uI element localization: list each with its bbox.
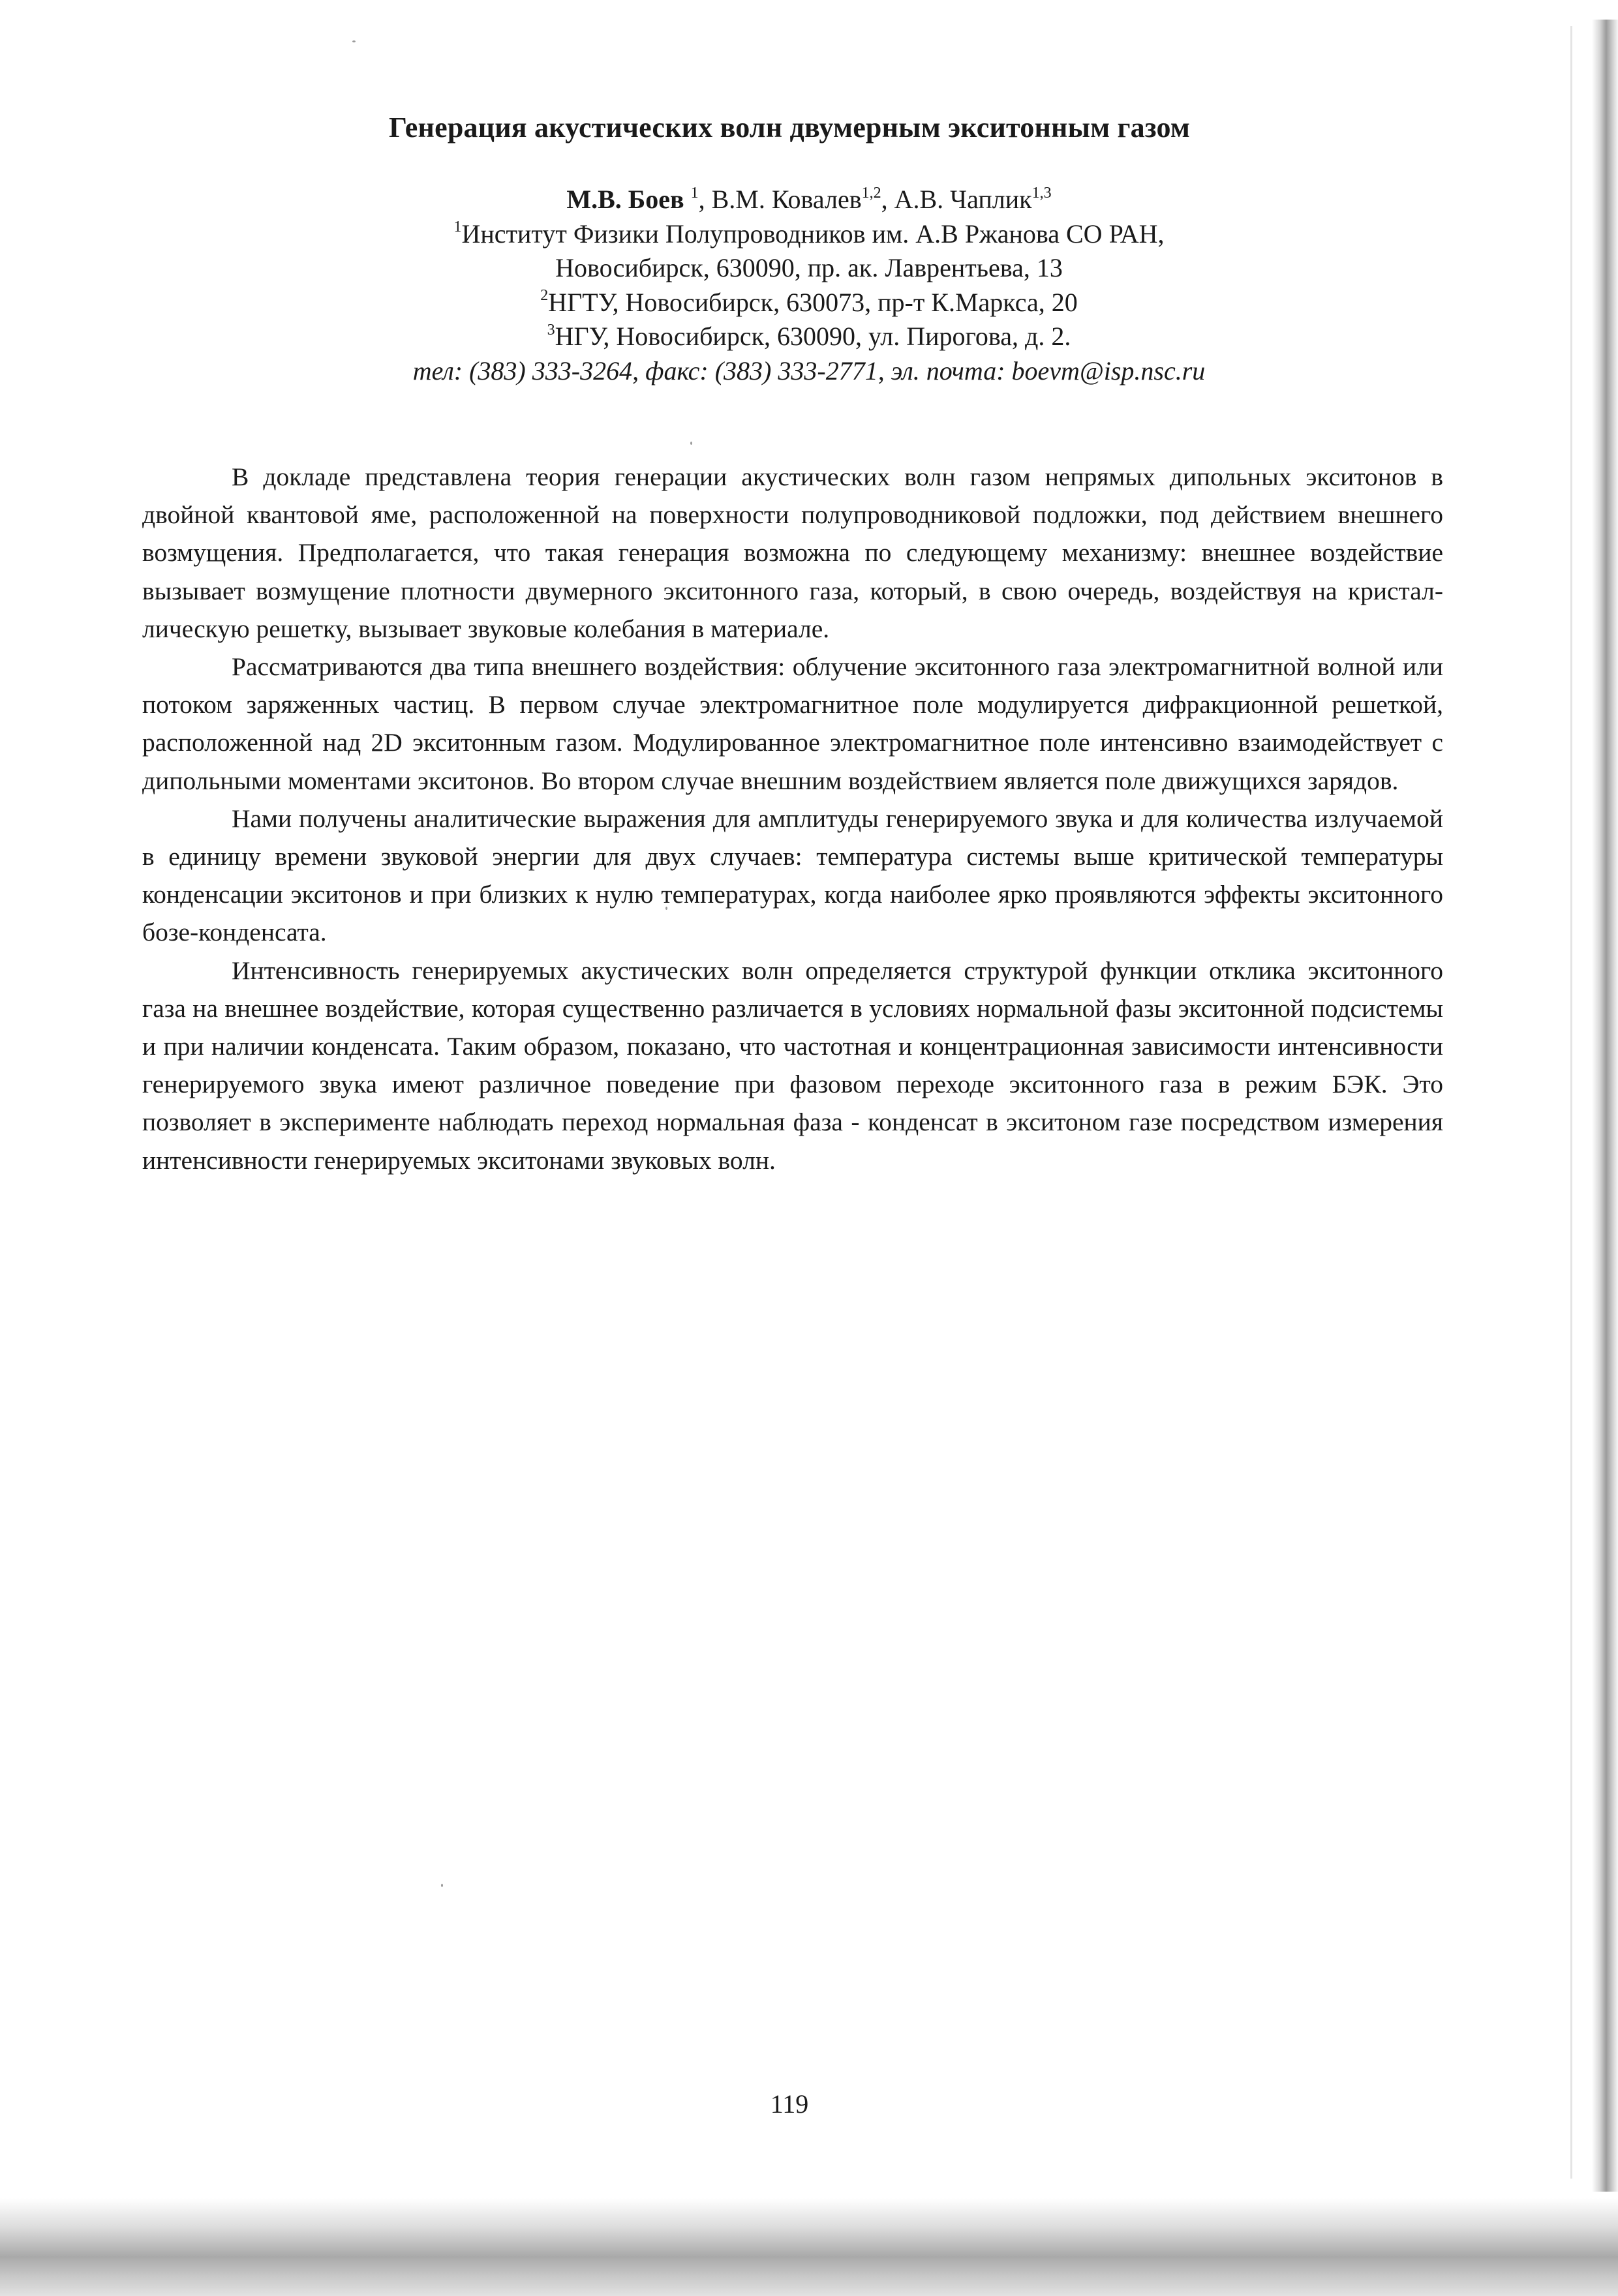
affiliation-1-line-1: Институт Физики Полупроводников им. А.В Ржанова СО РАН, xyxy=(461,219,1165,249)
affiliation-3-mark: 3 xyxy=(547,321,555,339)
affiliation-1 xyxy=(0,217,1618,252)
author-2: В.М. Ковалев xyxy=(711,185,862,214)
scan-speck xyxy=(690,442,692,445)
abstract-body xyxy=(142,458,1443,1179)
affiliation-1-mark: 1 xyxy=(453,219,462,236)
author-separator: , xyxy=(698,185,712,214)
lead-author-affiliation-mark: 1 xyxy=(690,184,699,202)
author-3-affiliation-mark: 1,3 xyxy=(1031,184,1052,202)
authors-line xyxy=(0,183,1618,217)
scan-speck xyxy=(352,40,356,42)
scan-speck xyxy=(441,1884,443,1887)
paper-title: Генерация акустических волн двумерным экситонным газом xyxy=(388,112,1191,144)
affiliation-3 xyxy=(0,320,1618,354)
contact-line: тел: (383) 333-3264, факс: (383) 333-2771, эл. почта: boevm@isp.nsc.ru xyxy=(412,355,1206,385)
abstract-paragraph: Рассматриваются два типа внешнего воздействия: облучение экситонного газа электромагнитной волной или потоком заряженных частиц. В первом случае электромагнитное поле модулируется дифракционной решеткой, расположенной над 2D экситонным газом. Модулированное электромагнитное поле интенсивно взаимодействует с дипольными моментами экситонов. Во втором случае внешним воздействием является поле движущихся зарядов. xyxy=(142,652,1443,795)
scan-bottom-shadow xyxy=(0,2198,1618,2296)
affiliation-3-line: НГУ, Новосибирск, 630090, ул. Пирогова, д. 2. xyxy=(555,322,1071,351)
author-3: А.В. Чаплик xyxy=(894,185,1032,214)
affiliation-2-mark: 2 xyxy=(540,287,549,305)
page-number: 119 xyxy=(770,2089,809,2119)
affiliation-2-line: НГТУ, Новосибирск, 630073, пр-т К.Маркса, 20 xyxy=(548,287,1078,317)
abstract-paragraph: Нами получены аналитические выражения для амплитуды генерируемого звука и для количества излучаемой в единицу времени звуковой энергии для двух случаев: температура системы выше критической температуры конденсации экситонов и при близких к нулю температурах, когда наиболее ярко проявляются эффекты экситонного бозе-конденсата. xyxy=(142,804,1443,947)
abstract-paragraph: Интенсивность генерируемых акустических волн определяется структурой функции отклика экситонного газа на внешнее воздействие, которая существенно различается в условиях нормальной фазы экситонной подсистемы и при наличии конденсата. Таким образом, показано, что частотная и концентрационная зависимости интенсивности генерируемого звука имеют различное поведение при фазовом переходе экситонного газа в режим БЭК. Это позволяет в эксперименте наблюдать переход нормальная фаза - конденсат в экситоном газе посредством измерения интенсивности генерируемых экситонами звуковых волн. xyxy=(142,956,1443,1175)
affiliation-1-address: Новосибирск, 630090, пр. ак. Лаврентьева, 13 xyxy=(555,253,1063,282)
authors-block xyxy=(0,183,1618,388)
lead-author: М.В. Боев xyxy=(566,185,684,214)
abstract-paragraph: В докладе представлена теория генерации акустических волн газом непрямых дипольных экситонов в двойной квантовой яме, расположенной на поверхности полупроводниковой подложки, под действием внешнего возмущения. Предполагается, что такая генерация возможна по следующему механизму: внешнее воздействие вызывает возмущение плотности двумерного экситонного газа, который, в свою очередь, воздействуя на кристаллическую решетку, вызывает звуковые колебания в материале. xyxy=(142,462,1443,643)
affiliation-2 xyxy=(0,286,1618,320)
author-separator: , xyxy=(881,185,894,214)
author-2-affiliation-mark: 1,2 xyxy=(861,184,881,202)
